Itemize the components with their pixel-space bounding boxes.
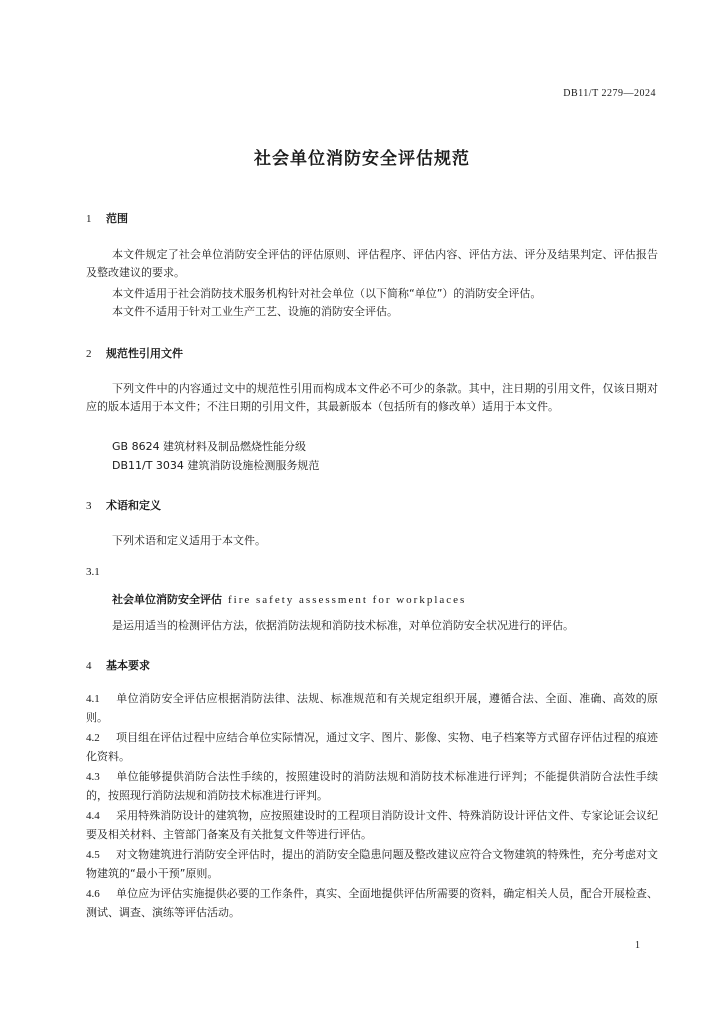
normative-reference-2: DB11/T 3034 建筑消防设施检测服务规范	[112, 459, 320, 472]
section-3-title: 术语和定义	[106, 499, 161, 512]
section-1-paragraph-1: 本文件规定了社会单位消防安全评估的评估原则、评估程序、评估内容、评估方法、评分及结果判定、评估报告及整改建议的要求。	[86, 248, 658, 279]
normative-reference-1: GB 8624 建筑材料及制品燃烧性能分级	[112, 440, 307, 453]
section-2-paragraph-1: 下列文件中的内容通过文中的规范性引用而构成本文件必不可少的条款。其中，注日期的引用文件，仅该日期对应的版本适用于本文件；不注日期的引用文件，其最新版本（包括所有的修改单）适用于本文件。	[86, 382, 658, 413]
section-2-number: 2	[86, 348, 92, 360]
page-number: 1	[635, 940, 640, 951]
section-2-title: 规范性引用文件	[106, 347, 183, 360]
clause-number: 4.2	[86, 732, 100, 744]
section-1-title: 范围	[106, 212, 128, 225]
section-4-heading	[86, 657, 150, 673]
section-1-heading	[86, 210, 128, 226]
section-1-paragraph-2: 本文件适用于社会消防技术服务机构针对社会单位（以下简称“单位”）的消防安全评估。	[112, 287, 542, 300]
term-english: fire safety assessment for workplaces	[228, 594, 467, 606]
clause-number: 4.4	[86, 810, 100, 822]
clause-4-5	[86, 846, 658, 882]
section-1-number: 1	[86, 213, 92, 225]
section-3-paragraph-1: 下列术语和定义适用于本文件。	[112, 534, 266, 547]
section-4-title: 基本要求	[106, 659, 150, 672]
section-2-heading	[86, 345, 183, 361]
section-4-number: 4	[86, 660, 92, 672]
clause-number: 4.5	[86, 849, 100, 861]
clause-4-4	[86, 807, 658, 843]
clause-text: 单位能够提供消防合法性手续的，按照建设时的消防法规和消防技术标准进行评判；不能提供消防合法性手续的，按照现行消防法规和消防技术标准进行评判。	[86, 770, 658, 802]
clause-text: 项目组在评估过程中应结合单位实际情况，通过文字、图片、影像、实物、电子档案等方式留存评估过程的痕迹化资料。	[86, 731, 658, 763]
clause-4-2	[86, 729, 658, 765]
term-chinese: 社会单位消防安全评估	[112, 593, 222, 606]
term-definition: 是运用适当的检测评估方法，依据消防法规和消防技术标准，对单位消防安全状况进行的评估。	[112, 619, 574, 632]
clause-text: 单位消防安全评估应根据消防法律、法规、标准规范和有关规定组织开展，遵循合法、全面、准确、高效的原则。	[86, 692, 658, 724]
document-code: DB11/T 2279—2024	[563, 88, 656, 99]
section-3-heading	[86, 497, 161, 513]
clause-number: 4.6	[86, 888, 100, 900]
clause-4-1	[86, 690, 658, 726]
section-1-paragraph-3: 本文件不适用于针对工业生产工艺、设施的消防安全评估。	[112, 305, 398, 318]
document-title: 社会单位消防安全评估规范	[254, 149, 470, 169]
term-line	[112, 591, 466, 607]
clause-4-3	[86, 768, 658, 804]
clause-text: 单位应为评估实施提供必要的工作条件，真实、全面地提供评估所需要的资料，确定相关人员，配合开展检查、测试、调查、演练等评估活动。	[86, 887, 658, 919]
clause-text: 采用特殊消防设计的建筑物，应按照建设时的工程项目消防设计文件、特殊消防设计评估文件、专家论证会议纪要及相关材料、主管部门备案及有关批复文件等进行评估。	[86, 809, 658, 841]
clause-number: 4.1	[86, 693, 100, 705]
term-number: 3.1	[86, 566, 100, 578]
clause-4-6	[86, 885, 658, 921]
section-3-number: 3	[86, 500, 92, 512]
clause-number: 4.3	[86, 771, 100, 783]
clause-text: 对文物建筑进行消防安全评估时，提出的消防安全隐患问题及整改建议应符合文物建筑的特殊性，充分考虑对文物建筑的“最小干预”原则。	[86, 848, 658, 880]
